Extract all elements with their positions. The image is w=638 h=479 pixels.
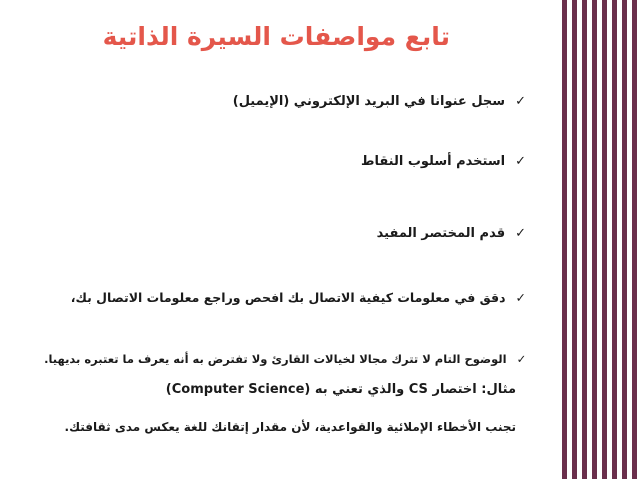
checkmark-icon: ✓ <box>515 154 526 169</box>
list-item-text: الوضوح التام لا تترك مجالا لخيالات القارئ ولا تفترض به أنه يعرف ما تعتبره بديهيا. <box>44 352 507 366</box>
example-line: مثال: اختصار CS والذي تعني به (Computer Science) <box>165 382 516 397</box>
list-item <box>71 289 526 307</box>
list-item <box>233 93 526 111</box>
tip-line: تجنب الأخطاء الإملائية والقواعدية، لأن مقدار إتقانك للغة يعكس مدى ثقافتك. <box>64 420 516 434</box>
list-item-text: استخدم أسلوب النقاط <box>360 154 506 169</box>
list-item <box>44 350 526 368</box>
list-item-text: قدم المختصر المفيد <box>376 226 506 241</box>
list-item <box>361 153 526 171</box>
checkmark-icon: ✓ <box>515 226 526 241</box>
slide-title: تابع مواصفات السيرة الذاتية <box>102 22 450 51</box>
list-item-text: دقق في معلومات كيفية الاتصال بك افحص وراجع معلومات الاتصال بك، <box>70 290 506 305</box>
checkmark-icon: ✓ <box>515 94 526 109</box>
checkmark-icon: ✓ <box>516 352 526 366</box>
decorative-stripes <box>562 0 638 479</box>
list-item-text: سجل عنوانا في البريد الإلكتروني (الإيميل) <box>232 94 506 109</box>
list-item <box>377 225 526 243</box>
checkmark-icon: ✓ <box>515 290 526 305</box>
